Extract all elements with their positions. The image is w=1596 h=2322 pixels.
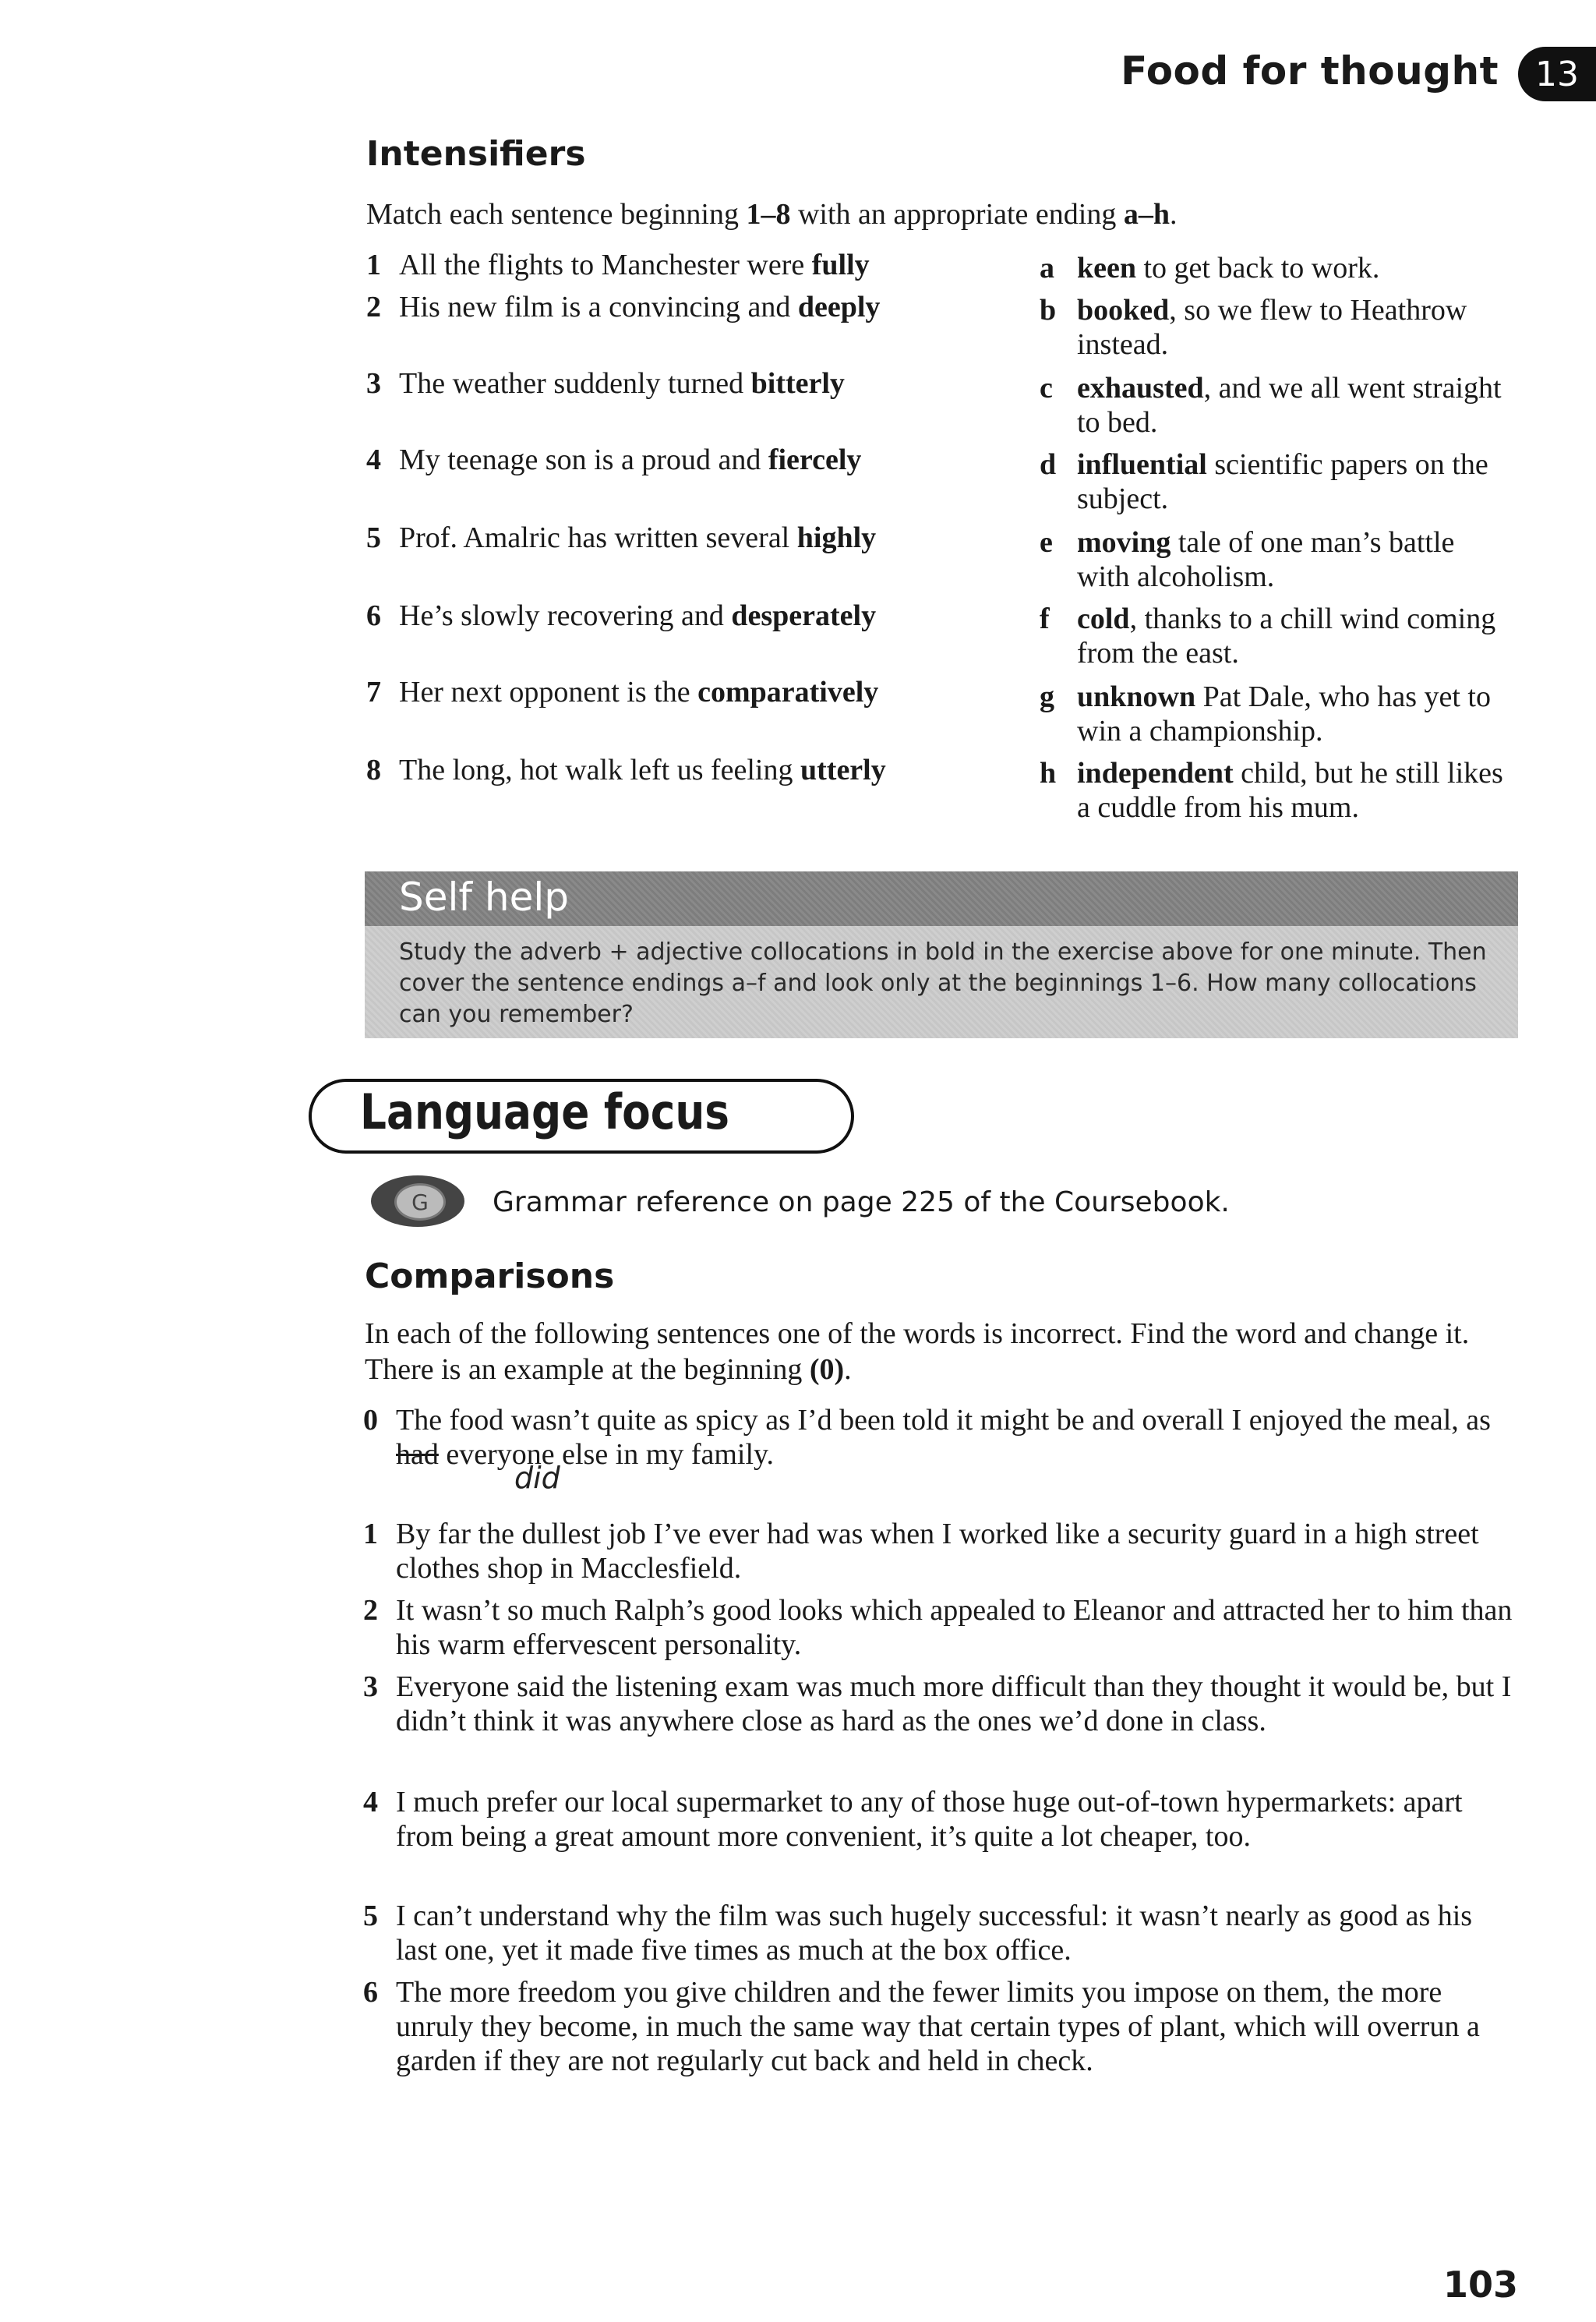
intensifier-word: bitterly [750, 367, 845, 400]
ending-text: tale of one man’s battle with alcoholism. [1077, 526, 1455, 593]
item-number: 4 [363, 1786, 378, 1818]
adjective-word: exhausted [1077, 372, 1204, 405]
beginning-text: His new film is a convincing and [399, 291, 798, 323]
instruction-text: . [844, 1353, 852, 1386]
instruction-range-numbers: 1–8 [746, 198, 791, 231]
language-focus-title: Language focus [360, 1083, 730, 1140]
item-letter: b [1040, 294, 1057, 327]
item-letter: d [1040, 448, 1057, 481]
item-number: 2 [366, 291, 381, 323]
intensifiers-instruction [366, 196, 1177, 232]
item-number: 1 [363, 1518, 378, 1550]
instruction-text: with an appropriate ending [790, 198, 1124, 231]
instruction-text: . [1169, 198, 1178, 231]
ending-text: , thanks to a chill wind coming from the east. [1077, 603, 1496, 670]
item-letter: e [1040, 526, 1053, 559]
item-text: By far the dullest job I’ve ever had was when I worked like a security guard in a high street clothes shop in Macclesfield. [396, 1518, 1479, 1585]
item-text: I can’t understand why the film was such hugely successful: it wasn’t nearly as good as his last one, yet it made five times as much at the box office. [396, 1900, 1473, 1967]
beginning-text: The weather suddenly turned [399, 367, 751, 400]
ending-text: , and we all went straight to bed. [1077, 372, 1502, 439]
chapter-number-tab: 13 [1518, 47, 1596, 101]
item-text: It wasn’t so much Ralph’s good looks which appealed to Eleanor and attracted her to him than his warm effervescent personality. [396, 1594, 1513, 1661]
adjective-word: moving [1077, 526, 1171, 559]
grammar-reference-icon [371, 1175, 464, 1227]
instruction-range-letters: a–h [1123, 198, 1170, 231]
intensifier-word: fiercely [768, 444, 862, 476]
beginning-text: The long, hot walk left us feeling [399, 754, 800, 786]
item-number: 6 [363, 1976, 378, 2009]
adjective-word: cold [1077, 603, 1130, 635]
item-number: 2 [363, 1594, 378, 1627]
struck-word: had [396, 1438, 439, 1471]
adjective-word: independent [1077, 757, 1234, 790]
beginning-text: Prof. Amalric has written several [399, 521, 797, 554]
item-letter: g [1040, 680, 1054, 713]
section-heading-intensifiers: Intensifiers [366, 134, 586, 174]
instruction-text: Match each sentence beginning [366, 198, 747, 231]
item-text: The more freedom you give children and the fewer limits you impose on them, the more unruly they become, in much the same way that certain types of plant, which will overrun a garden if they are not regularly cut back and held in check. [396, 1976, 1480, 2077]
self-help-text: Study the adverb + adjective collocations in bold in the exercise above for one minute. Then cover the sentence endings a–f and look only at the beginnings 1–6. How many collocations can you remember? [399, 938, 1487, 1028]
item-letter: f [1040, 603, 1050, 635]
instruction-example-ref: (0) [809, 1353, 845, 1386]
item-letter: h [1040, 757, 1057, 790]
adjective-word: booked [1077, 294, 1170, 327]
running-header-title: Food for thought [1121, 48, 1499, 94]
adjective-word: keen [1077, 252, 1136, 285]
item-text: I much prefer our local supermarket to any of those huge out-of-town hypermarkets: apart from being a great amount more convenient, it’s quite a lot cheaper, too. [396, 1786, 1463, 1853]
item-number: 4 [366, 444, 381, 476]
example-text: everyone else in my family. [438, 1438, 775, 1471]
item-number: 5 [366, 521, 381, 554]
self-help-title: Self help [399, 875, 569, 920]
intensifier-word: deeply [797, 291, 881, 323]
self-help-header [365, 871, 1518, 926]
beginning-text: My teenage son is a proud and [399, 444, 768, 476]
item-number: 1 [366, 249, 381, 281]
ending-text: scientific papers on the subject. [1077, 448, 1488, 515]
beginning-text: He’s slowly recovering and [399, 599, 732, 632]
beginning-text: All the flights to Manchester were [399, 249, 812, 281]
item-number: 6 [366, 599, 381, 632]
intensifier-word: highly [796, 521, 877, 554]
adjective-word: influential [1077, 448, 1207, 481]
intensifier-word: utterly [800, 754, 886, 786]
item-text: Everyone said the listening exam was much more difficult than they thought it would be, but I didn’t think it was anywhere close as hard as the ones we’d done in class. [396, 1670, 1512, 1737]
item-letter: a [1040, 252, 1054, 285]
comparisons-instruction [365, 1316, 1518, 1387]
item-number: 5 [363, 1900, 378, 1932]
item-number: 3 [366, 367, 381, 400]
grammar-icon-label: G [394, 1183, 446, 1221]
item-number: 3 [363, 1670, 378, 1703]
intensifier-word: fully [811, 249, 870, 281]
example-text: The food wasn’t quite as spicy as I’d been told it might be and overall I enjoyed the meal, as [396, 1404, 1491, 1437]
item-number: 7 [366, 676, 381, 709]
intensifier-word: comparatively [697, 676, 879, 709]
ending-text: , so we flew to Heathrow instead. [1077, 294, 1467, 361]
item-letter: c [1040, 372, 1053, 405]
section-heading-comparisons: Comparisons [365, 1256, 615, 1296]
ending-text: child, but he still likes a cuddle from his mum. [1077, 757, 1503, 824]
page-number: 103 [1442, 2264, 1518, 2306]
grammar-reference-text: Grammar reference on page 225 of the Coursebook. [493, 1186, 1230, 1218]
ending-text: Pat Dale, who has yet to win a championship. [1077, 680, 1491, 747]
adjective-word: unknown [1077, 680, 1196, 713]
handwritten-correction: did [514, 1461, 560, 1495]
beginning-text: Her next opponent is the [399, 676, 698, 709]
instruction-text: In each of the following sentences one of the words is incorrect. Find the word and change it. There is an example at the beginning [365, 1317, 1470, 1386]
ending-text: to get back to work. [1136, 252, 1380, 285]
self-help-box [365, 926, 1518, 1038]
item-number: 8 [366, 754, 381, 786]
item-number: 0 [363, 1404, 378, 1437]
intensifier-word: desperately [731, 599, 877, 632]
